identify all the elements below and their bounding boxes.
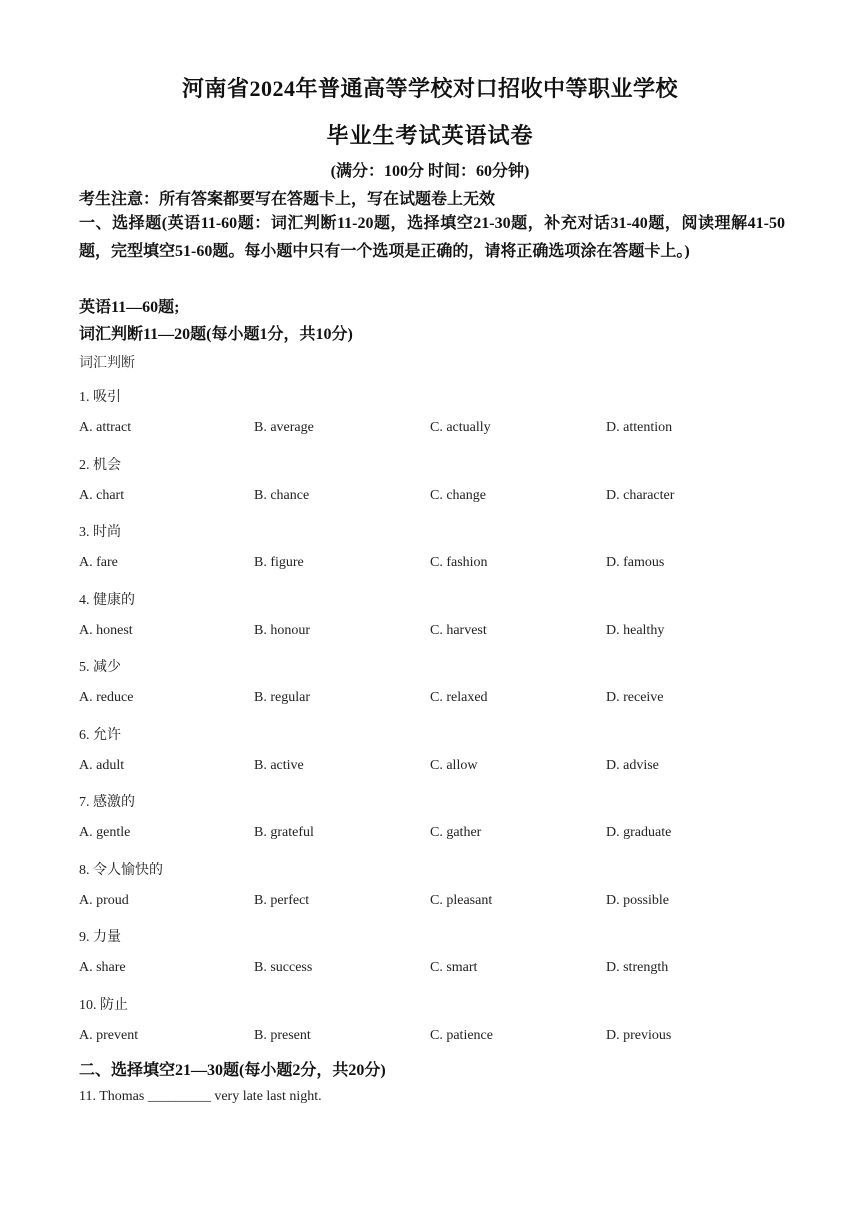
question-prompt: 9. 力量: [79, 930, 121, 945]
option-c: C. allow: [430, 758, 478, 773]
option-b: B. average: [254, 420, 314, 435]
option-d: D. receive: [606, 690, 664, 705]
option-d: D. strength: [606, 960, 669, 975]
option-a: A. fare: [79, 555, 118, 570]
option-a: A. prevent: [79, 1028, 139, 1043]
exam-title-line1: 河南省2024年普通高等学校对口招收中等职业学校: [181, 76, 678, 101]
option-a: A. chart: [79, 488, 125, 503]
candidate-notice: 考生注意：所有答案都要写在答题卡上，写在试题卷上无效: [79, 191, 496, 208]
section-instructions: 一、选择题(英语11-60题：词汇判断11-20题，选择填空21-30题，补充对话31-40题，阅读理解41-50题，完型填空51-60题。每小题中只有一个选项是正确的，请将正确选项涂在答题卡上。): [79, 215, 785, 260]
vocab-section-heading: 词汇判断11—20题(每小题1分，共10分): [79, 326, 353, 343]
option-c: C. actually: [430, 420, 491, 435]
option-c: C. relaxed: [430, 690, 488, 705]
exam-subtitle: (满分：100分 时间：60分钟): [330, 163, 530, 180]
option-b: B. grateful: [254, 825, 314, 840]
question-prompt: 8. 令人愉快的: [79, 863, 163, 878]
option-b: B. success: [254, 960, 313, 975]
option-a: A. proud: [79, 893, 129, 908]
option-a: A. honest: [79, 623, 133, 638]
option-c: C. pleasant: [430, 893, 493, 908]
option-b: B. regular: [254, 690, 310, 705]
exam-title-line2: 毕业生考试英语试卷: [326, 123, 534, 148]
question-prompt: 3. 时尚: [79, 525, 121, 540]
option-c: C. patience: [430, 1028, 493, 1043]
question-11-text: 11. Thomas _________ very late last night.: [79, 1089, 322, 1104]
option-a: A. adult: [79, 758, 125, 773]
option-c: C. harvest: [430, 623, 487, 638]
vocab-section-label: 词汇判断: [79, 356, 135, 371]
option-c: C. smart: [430, 960, 478, 975]
option-a: A. gentle: [79, 825, 131, 840]
question-prompt: 10. 防止: [79, 998, 128, 1013]
option-c: C. fashion: [430, 555, 488, 570]
option-d: D. attention: [606, 420, 673, 435]
question-prompt: 5. 减少: [79, 660, 121, 675]
option-b: B. figure: [254, 555, 304, 570]
option-d: D. famous: [606, 555, 665, 570]
choice-section-heading: 二、选择填空21—30题(每小题2分，共20分): [79, 1062, 386, 1079]
option-b: B. chance: [254, 488, 310, 503]
option-a: A. share: [79, 960, 126, 975]
option-b: B. honour: [254, 623, 310, 638]
option-a: A. attract: [79, 420, 132, 435]
option-b: B. active: [254, 758, 304, 773]
option-d: D. graduate: [606, 825, 672, 840]
question-prompt: 4. 健康的: [79, 593, 135, 608]
question-prompt: 1. 吸引: [79, 390, 121, 405]
option-c: C. gather: [430, 825, 482, 840]
option-b: B. perfect: [254, 893, 310, 908]
option-a: A. reduce: [79, 690, 134, 705]
option-d: D. character: [606, 488, 675, 503]
option-d: D. possible: [606, 893, 669, 908]
option-c: C. change: [430, 488, 486, 503]
option-d: D. advise: [606, 758, 659, 773]
question-prompt: 6. 允许: [79, 728, 121, 743]
question-prompt: 2. 机会: [79, 458, 121, 473]
question-prompt: 7. 感激的: [79, 795, 135, 810]
option-b: B. present: [254, 1028, 311, 1043]
part-english-heading: 英语11—60题;: [79, 299, 180, 316]
option-d: D. previous: [606, 1028, 672, 1043]
option-d: D. healthy: [606, 623, 665, 638]
